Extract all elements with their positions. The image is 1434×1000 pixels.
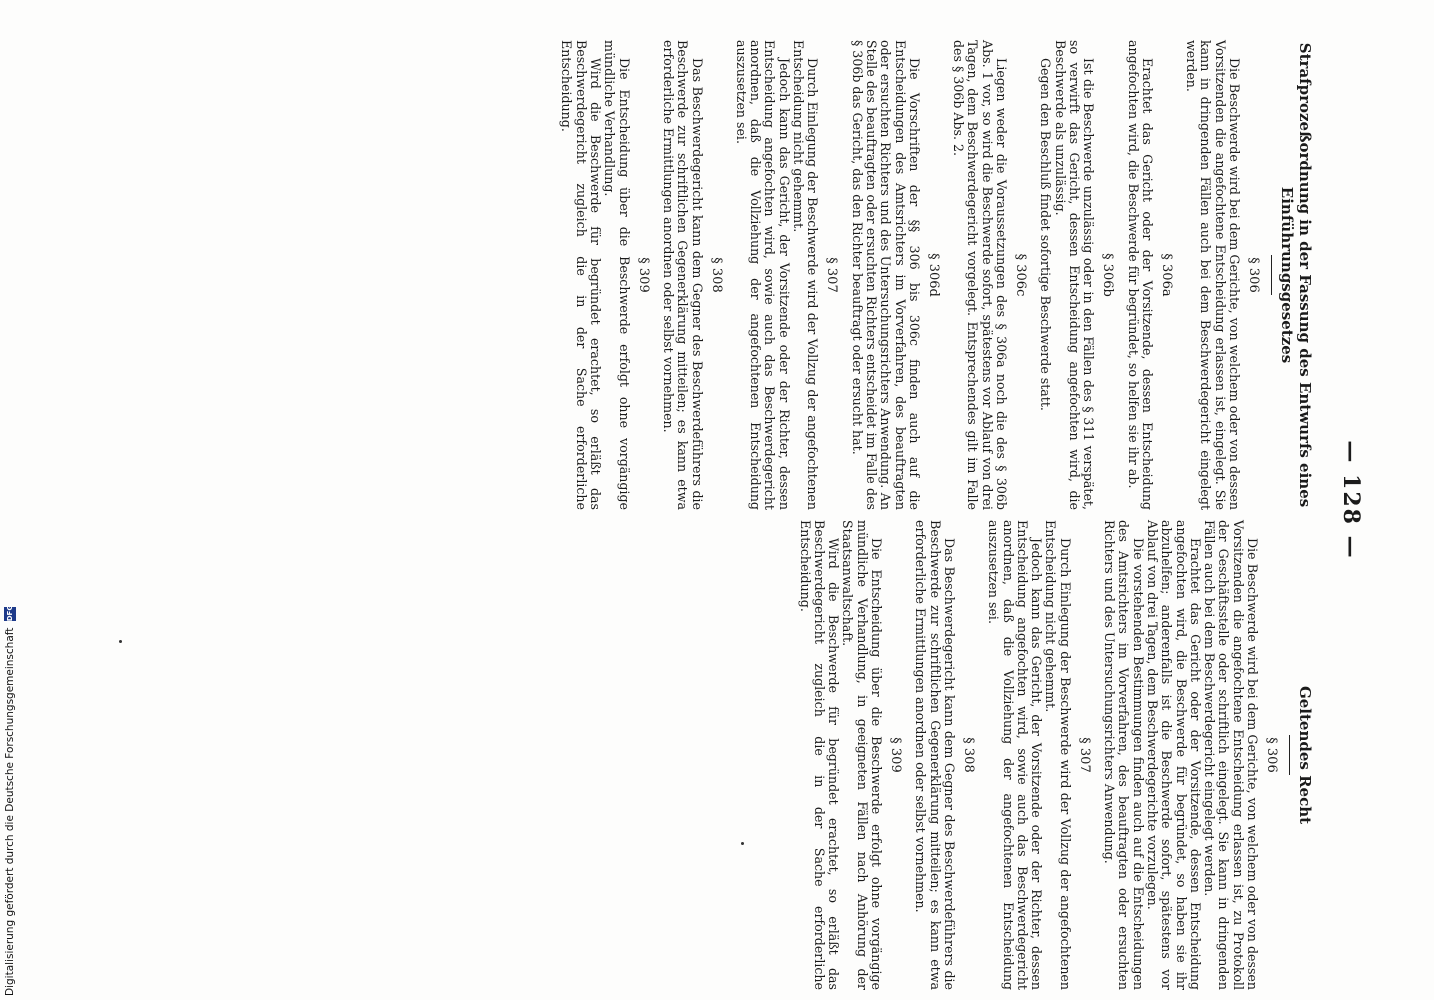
section-title: § 309 <box>635 257 651 293</box>
section-paragraph: Die Entscheidung über die Beschwerde erfolgt ohne vorgängige mündliche Verhandlung, in geeigneten Fällen nach Anhörung der Staatsanwaltschaft. <box>840 520 885 990</box>
section-title: § 306 <box>1246 257 1261 293</box>
right-column-heading: Geltendes Recht <box>1296 685 1314 825</box>
section-paragraph: Das Beschwerdegericht kann dem Gegner des Beschwerdeführers die Beschwerde zur schriftlichen Gegenerklärung mitteilen; es kann etwa erforderliche Ermittlungen anordnen oder selbst vornehmen. <box>660 40 705 510</box>
section-title: § 307 <box>824 257 840 293</box>
section-paragraph: Ist die Beschwerde unzulässig oder in den Fällen des § 311 verspätet, so verwirft das Gericht, dessen Entscheidung angefochten wird, die Beschwerde als unzulässig. <box>1052 40 1097 510</box>
section-paragraph: Wird die Beschwerde für begründet erachtet, so erläßt das Beschwerdegericht zugleich die in der Sache erforderliche Entscheidung. <box>559 40 604 510</box>
section-paragraph: Die Beschwerde wird bei dem Gerichte, von welchem oder von dessen Vorsitzenden die angefochtene Entscheidung erlassen ist, zu Protokoll der Geschäftsstelle oder schriftlich eingelegt. Sie kann in dringenden Fällen auch bei dem Beschwerdegericht eingelegt werden. <box>1202 520 1260 990</box>
section-title: § 306a <box>1158 253 1174 297</box>
section-title: § 309 <box>888 737 904 773</box>
heading-rule <box>1289 735 1290 775</box>
section <box>951 40 1028 510</box>
section-title: § 308 <box>960 737 976 773</box>
section <box>797 520 903 990</box>
section <box>1184 40 1261 510</box>
section <box>1038 40 1115 510</box>
section <box>661 40 724 510</box>
section-paragraph: Die Entscheidung über die Beschwerde erfolgt ohne vorgängige mündliche Verhandlung. <box>602 40 632 510</box>
right-column <box>787 520 1314 990</box>
section <box>849 40 940 510</box>
section-paragraph: Erachtet das Gericht oder der Vorsitzende, dessen Entscheidung angefochten wird, die Beschwerde für begründet, so haben sie ihr abzuhelfen; anderenfalls ist die Beschwerde sofort, spätestens vor Ablauf von drei Tagen, dem Beschwerdegerichte vorzulegen. <box>1144 520 1203 990</box>
section-paragraph: Die vorstehenden Bestimmungen finden auch auf die Entscheidungen des Amtsrichters im Vorverfahren, des beauftragten oder ersuchten Richters und des Untersuchungsrichters Anwendung. <box>1102 520 1146 990</box>
section-paragraph: Durch Einlegung der Beschwerde wird der Vollzug der angefochtenen Entscheidung nicht gehemmt. <box>1043 520 1073 990</box>
section-paragraph: Durch Einlegung der Beschwerde wird der Vollzug der angefochtenen Entscheidung nicht gehemmt. <box>791 40 821 510</box>
section-title: § 306 <box>1264 737 1279 773</box>
section-title: § 307 <box>1076 737 1092 773</box>
section-title: § 306d <box>925 253 941 297</box>
section-paragraph: Gegen den Beschluß findet sofortige Beschwerde statt. <box>1038 58 1054 411</box>
section-paragraph: Die Vorschriften der §§ 306 bis 306c finden auch auf die Entscheidungen des Amtsrichters im Vorverfahren, des beauftragten oder ersuchten Richters und des Untersuchungsrichters Anwendung. An Stelle des beauftragten oder ersuchten Richters entscheidet im Falle des § 306b das Gericht, das den Richter beauftragt oder ersucht hat. <box>849 40 922 510</box>
section-paragraph: Das Beschwerdegericht kann dem Gegner des Beschwerdeführers die Beschwerde zur schriftlichen Gegenerklärung mitteilen; es kann etwa erforderliche Ermittlungen anordnen oder selbst vornehmen. <box>913 520 957 990</box>
dfg-logo-icon: DFG <box>6 604 14 622</box>
heading-rule <box>1271 255 1272 295</box>
section-paragraph: Die Beschwerde wird bei dem Gerichte, von welchem oder von dessen Vorsitzenden die angefochtene Entscheidung erlassen ist, eingelegt. Sie kann in dringenden Fällen auch bei dem Beschwerdegericht eingelegt werden. <box>1184 40 1242 510</box>
page-number: — 128 — <box>1338 440 1364 560</box>
left-sections <box>559 40 1261 510</box>
section-paragraph: Jedoch kann das Gericht, der Vorsitzende oder der Richter, dessen Entscheidung angefochten wird, sowie auch das Beschwerdegericht anordnen, daß die Vollziehung der angefochtenen Entscheidung auszusetzen sei. <box>986 520 1045 990</box>
footer-text: Digitalisierung gefördert durch die Deutsche Forschungsgemeinschaft <box>4 627 16 996</box>
section-paragraph: Wird die Beschwerde für begründet erachtet, so erläßt das Beschwerdegericht zugleich die in der Sache erforderliche Entscheidung. <box>797 520 842 990</box>
section-title: § 308 <box>708 257 724 293</box>
section-paragraph: Erachtet das Gericht oder der Vorsitzende, dessen Entscheidung angefochten wird, die Beschwerde für begründet, so helfen sie ihr ab. <box>1125 40 1155 510</box>
section <box>1125 40 1174 510</box>
section-title: § 306c <box>1013 253 1029 297</box>
section-paragraph: Liegen weder die Voraussetzungen des § 306a noch die des § 306b Abs. 1 vor, so wird die Beschwerde sofort, spätestens vor Ablauf von drei Tagen, dem Beschwerdegericht vorgelegt. Entsprechendes gilt im Falle des § 306b Abs. 2. <box>951 40 1010 510</box>
section <box>913 520 976 990</box>
section <box>734 40 840 510</box>
left-column-heading: Strafprozeßordnung in der Fassung des Entwurfs eines Einführungsgesetzes <box>1278 42 1314 508</box>
scan-speck <box>119 640 122 643</box>
section-paragraph: Jedoch kann das Gericht, der Vorsitzende oder der Richter, dessen Entscheidung angefochten wird, sowie auch das Beschwerdegericht anordnen, daß die Vollziehung der angefochtenen Entscheidung auszusetzen sei. <box>733 40 792 510</box>
section <box>559 40 650 510</box>
section <box>1102 520 1279 990</box>
scan-speck <box>741 842 744 845</box>
footer <box>2 606 18 996</box>
section-title: § 306b <box>1100 253 1116 297</box>
right-sections <box>797 520 1279 990</box>
left-column <box>549 40 1314 510</box>
section <box>986 520 1092 990</box>
